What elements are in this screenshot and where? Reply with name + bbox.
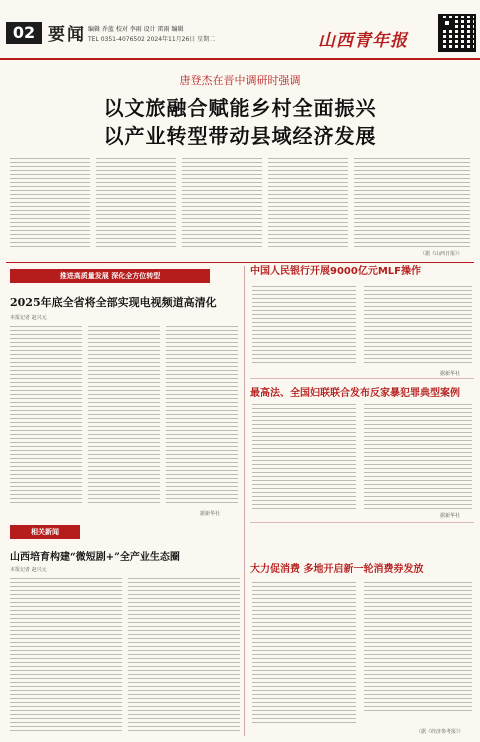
article-pboc-signature: 据新华社 bbox=[440, 371, 461, 377]
article-court-body-col2 bbox=[364, 404, 472, 510]
lead-body-col4 bbox=[268, 158, 348, 248]
article-micro-byline: 本报记者 赵兴元 bbox=[10, 567, 47, 573]
lead-body-col3 bbox=[182, 158, 262, 248]
article-tv-body-col2 bbox=[88, 326, 160, 506]
article-micro-body-col2 bbox=[128, 578, 240, 733]
page-number: 02 bbox=[6, 22, 42, 44]
lead-body-col5 bbox=[354, 158, 470, 248]
article-tv-body-col1 bbox=[10, 326, 82, 506]
article-consume-signature: （据《经济参考报》） bbox=[416, 729, 464, 735]
lead-signature: （据《山西日报》） bbox=[420, 251, 463, 257]
section-banner: 推进高质量发展 深化全方位转型 bbox=[10, 269, 210, 283]
article-pboc-body-col2 bbox=[364, 286, 472, 366]
section-name: 要闻 bbox=[48, 25, 86, 45]
article-tv-body-col3 bbox=[166, 326, 238, 506]
lead-kicker: 唐登杰在晋中调研时强调 bbox=[179, 74, 301, 87]
article-tv-title: 2025年底全省将全部实现电视频道高清化 bbox=[10, 296, 217, 309]
editor-line: 编辑 乔蓝 校对 李雨 设计 雷雨 编辑 bbox=[88, 26, 184, 33]
article-consume-body-col2 bbox=[364, 582, 472, 714]
lead-headline-line1: 以文旅融合赋能乡村全面振兴 bbox=[103, 96, 377, 120]
column-divider bbox=[244, 266, 245, 736]
qr-code-icon bbox=[438, 14, 476, 52]
article-micro-title: 山西培育构建“微短剧+”全产业生态圈 bbox=[10, 552, 180, 563]
article-consume-body-col1 bbox=[252, 582, 356, 724]
article-court-signature: 据新华社 bbox=[440, 513, 461, 519]
lead-body-col2 bbox=[96, 158, 176, 248]
newspaper-logo: 山西青年报 bbox=[318, 31, 408, 51]
article-court-title: 最高法、全国妇联联合发布反家暴犯罪典型案例 bbox=[250, 388, 460, 399]
divider bbox=[250, 522, 474, 523]
article-tv-byline: 本报记者 赵兴元 bbox=[10, 315, 47, 321]
article-micro-body-col1 bbox=[10, 578, 122, 733]
article-pboc-title: 中国人民银行开展9000亿元MLF操作 bbox=[250, 266, 421, 277]
article-court-body-col1 bbox=[252, 404, 356, 510]
divider bbox=[250, 378, 474, 379]
lead-body-col1 bbox=[10, 158, 90, 248]
article-tv-signature: 据新华社 bbox=[200, 511, 221, 517]
date-line: TEL 0351-4076502 2024年11月26日 星期二 bbox=[88, 36, 216, 43]
article-pboc-body-col1 bbox=[252, 286, 356, 366]
lead-headline-line2: 以产业转型带动县域经济发展 bbox=[103, 124, 377, 148]
related-news-banner: 相关新闻 bbox=[10, 525, 80, 539]
article-consume-title: 大力促消费 多地开启新一轮消费券发放 bbox=[250, 564, 424, 575]
